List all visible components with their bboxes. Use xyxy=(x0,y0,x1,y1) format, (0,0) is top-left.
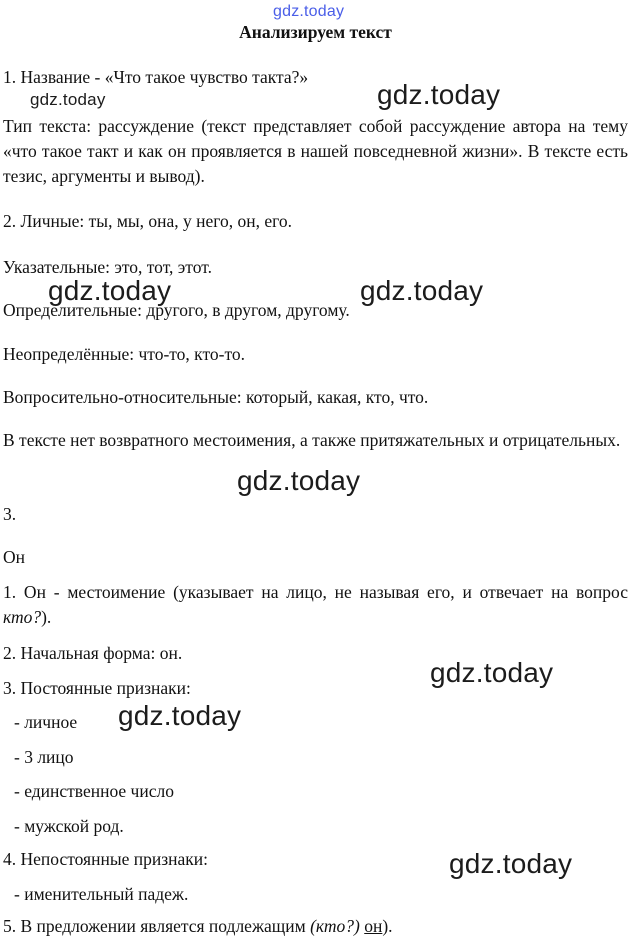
watermark: gdz.today xyxy=(30,90,106,109)
analysis-point-1: 1. Он - местоимение (указывает на лицо, не называя его, и отвечает на вопрос кто?). xyxy=(3,582,628,627)
watermark: gdz.today xyxy=(118,700,242,731)
demonstrative-pronouns: Указательные: это, тот, этот. xyxy=(3,257,212,277)
item-number: 3. xyxy=(3,504,17,524)
question-kto: (кто?) xyxy=(310,916,360,936)
personal-pronouns: 2. Личные: ты, мы, она, у него, он, его. xyxy=(3,211,293,231)
text-type-paragraph: Тип текста: рассуждение (текст представляет собой рассуждение автора на тему «что такое такт и как он проявляется в нашей повседневной жизни». В тексте есть тезис, аргументы и вывод). xyxy=(3,116,628,186)
pronoun-note: В тексте нет возвратного местоимения, а также притяжательных и отрицательных. xyxy=(3,430,621,450)
constant-feature: - личное xyxy=(14,712,78,732)
determinative-pronouns: Определительные: другого, в другом, другому. xyxy=(3,300,350,320)
question-kto: кто? xyxy=(3,607,42,627)
watermark: gdz.today xyxy=(449,848,573,879)
constant-feature: - единственное число xyxy=(14,781,174,801)
watermark: gdz.today xyxy=(237,465,361,496)
subject-word: он xyxy=(364,916,383,936)
analysis-point-4: 4. Непостоянные признаки: xyxy=(3,849,208,869)
watermark: gdz.today xyxy=(360,275,484,306)
watermark: gdz.today xyxy=(377,79,501,110)
analysis-point-5: 5. В предложении является подлежащим (кто?) он). xyxy=(3,916,393,936)
analyzed-word: Он xyxy=(3,547,26,567)
page-title: Анализируем текст xyxy=(239,22,392,42)
interrogative-pronouns: Вопросительно-относительные: который, какая, кто, что. xyxy=(3,387,429,407)
watermark: gdz.today xyxy=(273,3,345,20)
constant-feature: - мужской род. xyxy=(14,816,124,836)
watermark: gdz.today xyxy=(48,275,172,306)
analysis-point-3: 3. Постоянные признаки: xyxy=(3,678,191,698)
indefinite-pronouns: Неопределённые: что-то, кто-то. xyxy=(3,344,245,364)
constant-feature: - 3 лицо xyxy=(14,747,74,767)
watermark: gdz.today xyxy=(430,657,554,688)
variable-feature: - именительный падеж. xyxy=(14,884,189,904)
item-name: 1. Название - «Что такое чувство такта?» xyxy=(3,67,309,87)
analysis-point-2: 2. Начальная форма: он. xyxy=(3,643,183,663)
